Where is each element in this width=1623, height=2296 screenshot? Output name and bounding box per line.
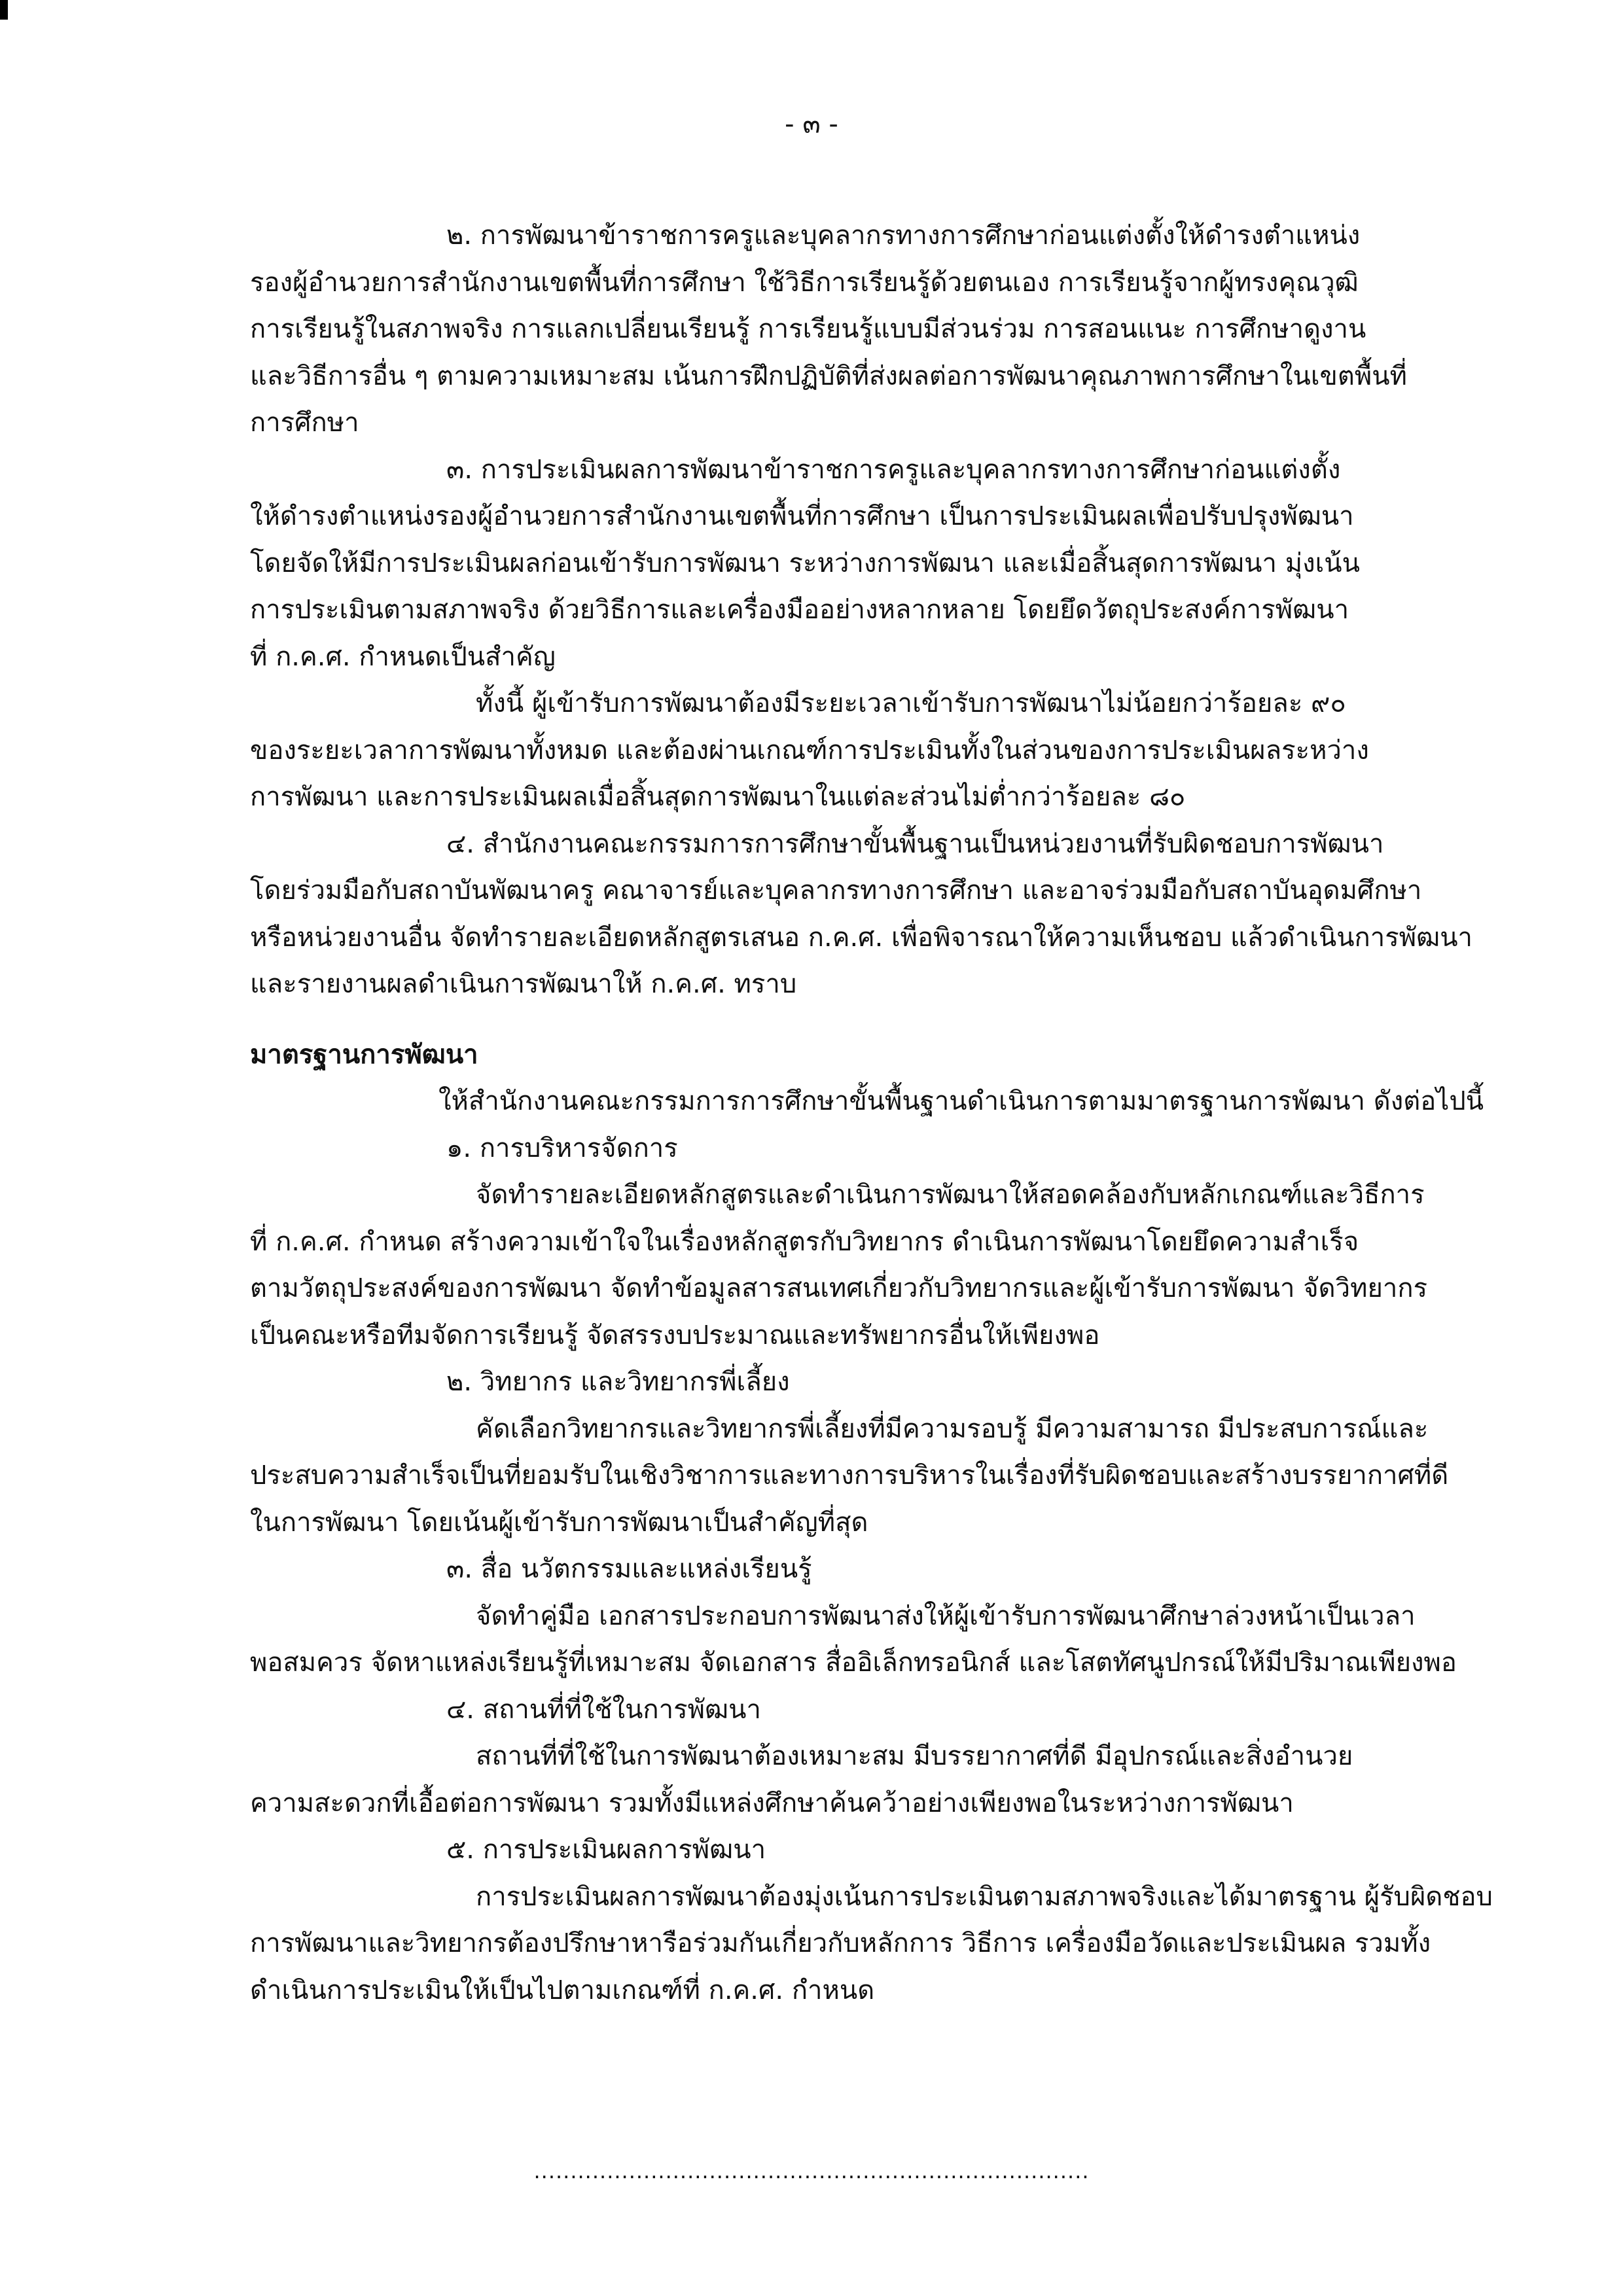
section-procedures	[250, 213, 1480, 1008]
text-line: ให้สำนักงานคณะกรรมการการศึกษาขั้นพื้นฐานดำเนินการตามมาตรฐานการพัฒนา ดังต่อไปนี้	[438, 1086, 1484, 1116]
text-line: ที่ ก.ค.ศ. กำหนดเป็นสำคัญ	[250, 641, 556, 672]
text-line: ในการพัฒนา โดยเน้นผู้เข้ารับการพัฒนาเป็นสำคัญที่สุด	[250, 1507, 868, 1538]
text-line: ๑. การบริหารจัดการ	[446, 1133, 678, 1163]
section-gap	[250, 1008, 1480, 1032]
section-heading: มาตรฐานการพัฒนา	[250, 1039, 478, 1070]
text-line: ความสะดวกที่เอื้อต่อการพัฒนา รวมทั้งมีแหล่งศึกษาค้นคว้าอย่างเพียงพอในระหว่างการพัฒนา	[250, 1788, 1294, 1818]
text-line: เป็นคณะหรือทีมจัดการเรียนรู้ จัดสรรงบประมาณและทรัพยากรอื่นให้เพียงพอ	[250, 1320, 1100, 1351]
text-line: พอสมควร จัดหาแหล่งเรียนรู้ที่เหมาะสม จัดเอกสาร สื่ออิเล็กทรอนิกส์ และโสตทัศนูปกรณ์ให้มีปริมาณเพียงพอ	[250, 1648, 1457, 1678]
text-line: ๕. การประเมินผลการพัฒนา	[446, 1835, 766, 1865]
text-line: ๔. สถานที่ที่ใช้ในการพัฒนา	[446, 1694, 761, 1725]
text-line: การเรียนรู้ในสภาพจริง การแลกเปลี่ยนเรียนรู้ การเรียนรู้แบบมีส่วนร่วม การสอนแนะ การศึกษาดูงาน	[250, 314, 1366, 344]
text-line: จัดทำรายละเอียดหลักสูตรและดำเนินการพัฒนาให้สอดคล้องกับหลักเกณฑ์และวิธีการ	[476, 1180, 1425, 1210]
end-of-page-dotted-line: ............................................................................	[533, 2159, 1090, 2183]
text-line: คัดเลือกวิทยากรและวิทยากรพี่เลี้ยงที่มีความรอบรู้ มีความสามารถ มีประสบการณ์และ	[476, 1413, 1429, 1444]
text-line: รองผู้อำนวยการสำนักงานเขตพื้นที่การศึกษา ใช้วิธีการเรียนรู้ด้วยตนเอง การเรียนรู้จากผู้ทรงคุณวุฒิ	[250, 267, 1359, 298]
text-line: ที่ ก.ค.ศ. กำหนด สร้างความเข้าใจในเรื่องหลักสูตรกับวิทยากร ดำเนินการพัฒนาโดยยึดความสำเร็จ	[250, 1226, 1359, 1257]
text-line: ให้ดำรงตำแหน่งรองผู้อำนวยการสำนักงานเขตพื้นที่การศึกษา เป็นการประเมินผลเพื่อปรับปรุงพัฒนา	[250, 501, 1354, 531]
section-standards	[250, 1078, 1493, 2014]
text-line: หรือหน่วยงานอื่น จัดทำรายละเอียดหลักสูตรเสนอ ก.ค.ศ. เพื่อพิจารณาให้ความเห็นชอบ แล้วดำเนินการพัฒนา	[250, 922, 1473, 953]
text-line: การประเมินผลการพัฒนาต้องมุ่งเน้นการประเมินตามสภาพจริงและได้มาตรฐาน ผู้รับผิดชอบ	[476, 1881, 1493, 1912]
text-line: การพัฒนาและวิทยากรต้องปรึกษาหารือร่วมกันเกี่ยวกับหลักการ วิธีการ เครื่องมือวัดและประเมินผล รวมทั้ง	[250, 1928, 1431, 1958]
text-line: ตามวัตถุประสงค์ของการพัฒนา จัดทำข้อมูลสารสนเทศเกี่ยวกับวิทยากรและผู้เข้ารับการพัฒนา จัดวิทยากร	[250, 1273, 1428, 1303]
text-line: ดำเนินการประเมินให้เป็นไปตามเกณฑ์ที่ ก.ค.ศ. กำหนด	[250, 1975, 875, 2005]
text-line: ๔. สำนักงานคณะกรรมการการศึกษาขั้นพื้นฐานเป็นหน่วยงานที่รับผิดชอบการพัฒนา	[446, 828, 1384, 859]
text-line: และวิธีการอื่น ๆ ตามความเหมาะสม เน้นการฝึกปฏิบัติที่ส่งผลต่อการพัฒนาคุณภาพการศึกษาในเขตพื้นที่	[250, 361, 1407, 391]
text-line: ทั้งนี้ ผู้เข้ารับการพัฒนาต้องมีระยะเวลาเข้ารับการพัฒนาไม่น้อยกว่าร้อยละ ๙๐	[476, 688, 1346, 718]
text-line: จัดทำคู่มือ เอกสารประกอบการพัฒนาส่งให้ผู้เข้ารับการพัฒนาศึกษาล่วงหน้าเป็นเวลา	[476, 1600, 1416, 1631]
text-line: การพัฒนา และการประเมินผลเมื่อสิ้นสุดการพัฒนาในแต่ละส่วนไม่ต่ำกว่าร้อยละ ๘๐	[250, 782, 1186, 812]
document-body	[250, 213, 1493, 2014]
page-number: - ๓ -	[785, 109, 838, 139]
text-line: ๓. สื่อ นวัตกรรมและแหล่งเรียนรู้	[446, 1554, 812, 1584]
text-line: สถานที่ที่ใช้ในการพัฒนาต้องเหมาะสม มีบรรยากาศที่ดี มีอุปกรณ์และสิ่งอำนวย	[476, 1741, 1353, 1771]
text-line: และรายงานผลดำเนินการพัฒนาให้ ก.ค.ศ. ทราบ	[250, 969, 797, 999]
text-line: ของระยะเวลาการพัฒนาทั้งหมด และต้องผ่านเกณฑ์การประเมินทั้งในส่วนของการประเมินผลระหว่าง	[250, 735, 1369, 766]
text-line: โดยจัดให้มีการประเมินผลก่อนเข้ารับการพัฒนา ระหว่างการพัฒนา และเมื่อสิ้นสุดการพัฒนา มุ่งเน้น	[250, 548, 1360, 578]
text-line: ประสบความสำเร็จเป็นที่ยอมรับในเชิงวิชาการและทางการบริหารในเรื่องที่รับผิดชอบและสร้างบรรยากาศที่ดี	[250, 1460, 1449, 1491]
scan-edge-mark	[0, 0, 8, 20]
text-line: ๒. การพัฒนาข้าราชการครูและบุคลากรทางการศึกษาก่อนแต่งตั้งให้ดำรงตำแหน่ง	[446, 221, 1361, 251]
text-line: ๒. วิทยากร และวิทยากรพี่เลี้ยง	[446, 1367, 790, 1397]
text-line: การศึกษา	[250, 408, 359, 438]
text-line: โดยร่วมมือกับสถาบันพัฒนาครู คณาจารย์และบุคลากรทางการศึกษา และอาจร่วมมือกับสถาบันอุดมศึกษา	[250, 875, 1422, 906]
text-line: การประเมินตามสภาพจริง ด้วยวิธีการและเครื่องมืออย่างหลากหลาย โดยยึดวัตถุประสงค์การพัฒนา	[250, 595, 1349, 625]
text-line: ๓. การประเมินผลการพัฒนาข้าราชการครูและบุคลากรทางการศึกษาก่อนแต่งตั้ง	[446, 454, 1341, 485]
